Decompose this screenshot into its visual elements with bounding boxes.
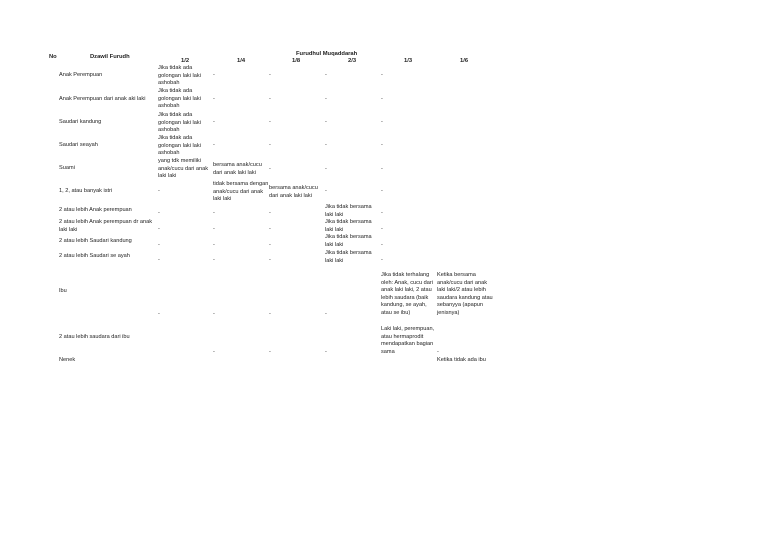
header-no: No <box>49 54 57 60</box>
empty-cell-dash: - <box>381 72 383 78</box>
row-name: 1, 2, atau banyak istri <box>59 188 113 194</box>
empty-cell-dash: - <box>213 142 215 148</box>
empty-cell-dash: - <box>158 188 160 194</box>
empty-cell-dash: - <box>325 311 327 317</box>
row-name: Suami <box>59 165 75 171</box>
cell-condition: Jika tidak ada golongan laki laki ashobah <box>158 135 201 157</box>
row-name: Saudari seayah <box>59 142 98 148</box>
empty-cell-dash: - <box>158 311 160 317</box>
empty-cell-dash: - <box>325 72 327 78</box>
header-col-sixth: 1/6 <box>460 58 469 64</box>
row-name: Saudari kandung <box>59 119 102 125</box>
empty-cell-dash: - <box>213 96 215 102</box>
cell-condition: Jika tidak bersama laki laki <box>325 234 372 248</box>
empty-cell-dash: - <box>213 226 215 232</box>
cell-condition: Jika tidak bersama laki laki <box>325 219 372 233</box>
empty-cell-dash: - <box>381 119 383 125</box>
empty-cell-dash: - <box>325 119 327 125</box>
header-col-eighth: 1/8 <box>292 58 301 64</box>
empty-cell-dash: - <box>381 242 383 248</box>
empty-cell-dash: - <box>381 257 383 263</box>
empty-cell-dash: - <box>158 210 160 216</box>
empty-cell-dash: - <box>269 96 271 102</box>
empty-cell-dash: - <box>158 257 160 263</box>
cell-condition: Ketika bersama anak/cucu dari anak laki laki/2 atau lebih saudara kandung atau sebanyya (apapun jenisnya) <box>437 272 493 316</box>
empty-cell-dash: - <box>269 226 271 232</box>
empty-cell-dash: - <box>213 242 215 248</box>
empty-cell-dash: - <box>381 226 383 232</box>
cell-condition: tidak bersama dengan anak/cucu dari anak laki laki <box>213 181 269 203</box>
empty-cell-dash: - <box>381 142 383 148</box>
row-name: 2 atau lebih Anak perempuan <box>59 207 132 213</box>
cell-condition: Jika tidak bersama laki laki <box>325 204 372 218</box>
row-name: 2 atau lebih saudara dari ibu <box>59 334 130 340</box>
empty-cell-dash: - <box>213 210 215 216</box>
empty-cell-dash: - <box>213 72 215 78</box>
cell-condition: bersama anak/cucu dari anak laki laki <box>269 185 318 199</box>
row-name: Ibu <box>59 288 67 294</box>
empty-cell-dash: - <box>213 349 215 355</box>
empty-cell-dash: - <box>158 242 160 248</box>
empty-cell-dash: - <box>381 210 383 216</box>
header-dzawil-furudh: Dzawil Furudh <box>90 54 130 60</box>
empty-cell-dash: - <box>269 257 271 263</box>
cell-condition: yang tdk memiliki anak/cucu dari anak laki laki <box>158 158 209 180</box>
empty-cell-dash: - <box>158 226 160 232</box>
empty-cell-dash: - <box>325 349 327 355</box>
header-col-third: 1/3 <box>404 58 413 64</box>
empty-cell-dash: - <box>269 242 271 248</box>
empty-cell-dash: - <box>269 119 271 125</box>
empty-cell-dash: - <box>269 72 271 78</box>
header-furudhul-muqaddarah: Furudhul Muqaddarah <box>296 51 358 57</box>
row-name: 2 atau lebih Saudari kandung <box>59 238 132 244</box>
empty-cell-dash: - <box>325 96 327 102</box>
empty-cell-dash: - <box>381 96 383 102</box>
row-name: Anak Perempuan dari anak aki laki <box>59 96 146 102</box>
row-name: Anak Perempuan <box>59 72 103 78</box>
cell-condition: Jika tidak terhalang oleh: Anak, cucu dari anak laki laki, 2 atau lebih saudara (baik kandung, se ayah, atau se ibu) <box>381 272 433 316</box>
empty-cell-dash: - <box>269 311 271 317</box>
empty-cell-dash: - <box>325 166 327 172</box>
cell-condition: Laki laki, perempuan, atau hermaprodit mendapatkan bagian sama <box>381 326 435 355</box>
row-name: 2 atau lebih Anak perempuan dr anak laki laki <box>59 219 152 233</box>
empty-cell-dash: - <box>269 210 271 216</box>
empty-cell-dash: - <box>213 311 215 317</box>
cell-condition: Jika tidak ada golongan laki laki ashobah <box>158 112 201 134</box>
empty-cell-dash: - <box>269 142 271 148</box>
empty-cell-dash: - <box>381 188 383 194</box>
empty-cell-dash: - <box>213 257 215 263</box>
empty-cell-dash: - <box>213 119 215 125</box>
cell-condition: Jika tidak ada golongan laki laki ashobah <box>158 88 201 110</box>
empty-cell-dash: - <box>437 349 439 355</box>
cell-condition: Ketika tidak ada ibu <box>437 357 486 363</box>
cell-condition: bersama anak/cucu dari anak laki laki <box>213 162 262 176</box>
header-col-two-thirds: 2/3 <box>348 58 357 64</box>
header-col-quarter: 1/4 <box>237 58 246 64</box>
cell-condition: Jika tidak ada golongan laki laki ashobah <box>158 65 201 87</box>
empty-cell-dash: - <box>269 349 271 355</box>
row-name: Nenek <box>59 357 76 363</box>
empty-cell-dash: - <box>325 188 327 194</box>
header-col-half: 1/2 <box>181 58 190 64</box>
row-name: 2 atau lebih Saudari se ayah <box>59 253 130 259</box>
empty-cell-dash: - <box>325 142 327 148</box>
empty-cell-dash: - <box>381 166 383 172</box>
cell-condition: Jika tidak bersama laki laki <box>325 250 372 264</box>
empty-cell-dash: - <box>269 166 271 172</box>
